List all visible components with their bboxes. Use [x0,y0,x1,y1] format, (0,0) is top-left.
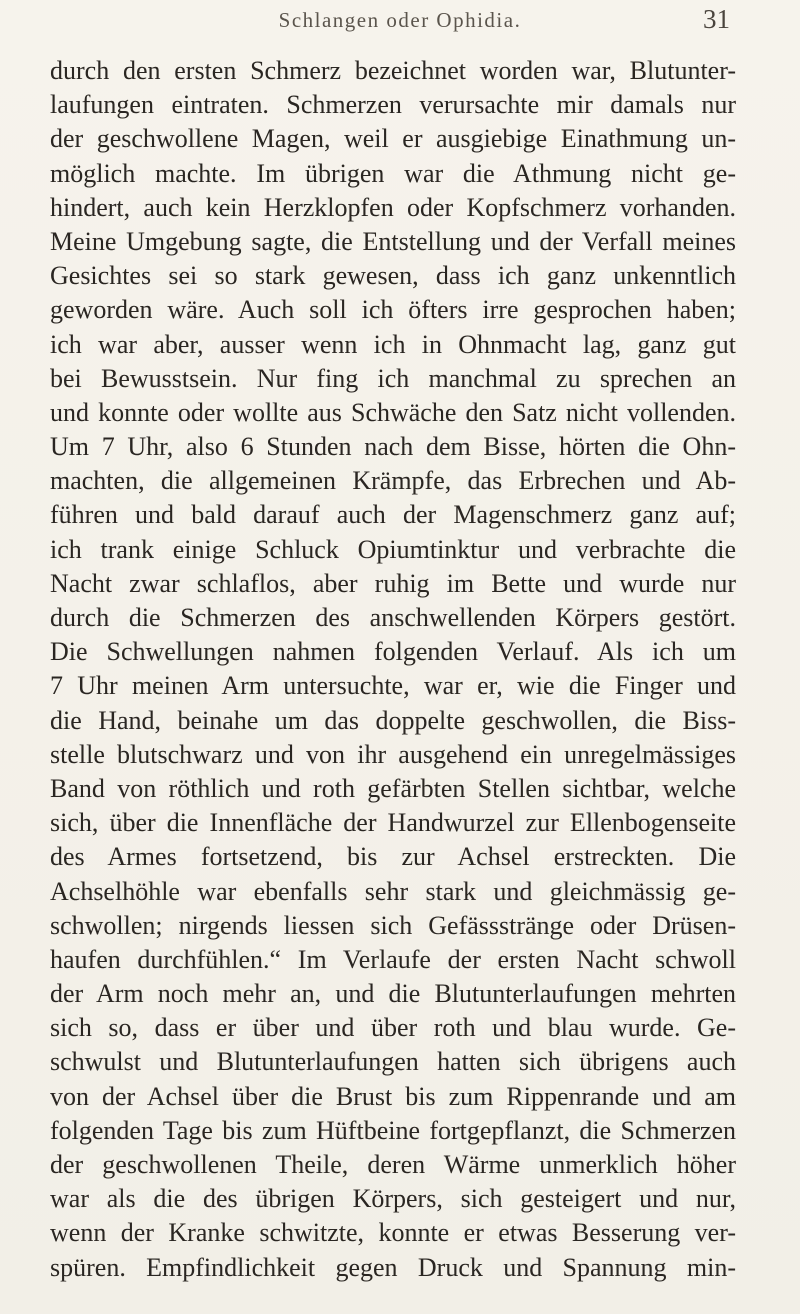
text-line: wenn der Kranke schwitzte, konnte er etwas Besserung ver- [50,1218,736,1248]
text-line: war als die des übrigen Körpers, sich gesteigert und nur, [50,1184,736,1214]
text-line: Die Schwellungen nahmen folgenden Verlauf. Als ich um [50,637,736,667]
text-line: Um 7 Uhr, also 6 Stunden nach dem Bisse, hörten die Ohn- [50,432,736,462]
text-line: Gesichtes sei so stark gewesen, dass ich ganz unkenntlich [50,261,736,291]
text-line: Band von röthlich und roth gefärbten Stellen sichtbar, welche [50,773,736,803]
text-line: ich trank einige Schluck Opiumtinktur und verbrachte die [50,534,736,564]
text-line: der Arm noch mehr an, und die Blutunterlaufungen mehrten [50,979,736,1009]
text-line: möglich machte. Im übrigen war die Athmung nicht ge- [50,158,736,188]
text-line: sich, über die Innenfläche der Handwurzel zur Ellenbogenseite [50,808,736,838]
text-line: sich so, dass er über und über roth und blau wurde. Ge- [50,1013,736,1043]
page-number: 31 [703,4,730,34]
text-line: spüren. Empfindlichkeit gegen Druck und Spannung min- [50,1252,736,1282]
text-line: von der Achsel über die Brust bis zum Rippenrande und am [50,1081,736,1111]
text-line: der geschwollenen Theile, deren Wärme unmerklich höher [50,1150,736,1179]
running-title: Schlangen oder Ophidia. [278,8,522,32]
text-line: und konnte oder wollte aus Schwäche den Satz nicht vollenden. [50,397,736,427]
text-line: schwulst und Blutunterlaufungen hatten sich übrigens auch [50,1047,736,1077]
text-line: folgenden Tage bis zum Hüftbeine fortgepflanzt, die Schmerzen [50,1115,736,1145]
text-line: führen und bald darauf auch der Magenschmerz ganz auf; [50,500,736,530]
text-line: ich war aber, ausser wenn ich in Ohnmacht lag, ganz gut [50,329,736,359]
text-line: die Hand, beinahe um das doppelte geschwollen, die Biss- [50,705,736,735]
running-head [0,4,800,44]
text-line: durch die Schmerzen des anschwellenden Körpers gestört. [50,603,736,632]
text-line: Achselhöhle war ebenfalls sehr stark und gleichmässig ge- [50,876,736,906]
text-line: 7 Uhr meinen Arm untersuchte, war er, wie die Finger und [50,671,736,701]
text-line: schwollen; nirgends liessen sich Gefässstränge oder Drüsen- [50,910,736,940]
text-line: laufungen eintraten. Schmerzen verursachte mir damals nur [50,90,736,120]
text-line: des Armes fortsetzend, bis zur Achsel erstreckten. Die [50,842,736,872]
text-line: stelle blutschwarz und von ihr ausgehend ein unregelmässiges [50,739,736,769]
text-line: haufen durchfühlen.“ Im Verlaufe der ersten Nacht schwoll [50,944,736,974]
text-line: Meine Umgebung sagte, die Entstellung und der Verfall meines [50,226,736,256]
body-text [50,54,736,1285]
text-line: machten, die allgemeinen Krämpfe, das Erbrechen und Ab- [50,466,736,496]
text-line: geworden wäre. Auch soll ich öfters irre gesprochen haben; [50,295,736,325]
text-line: bei Bewusstsein. Nur fing ich manchmal zu sprechen an [50,363,736,393]
text-line: der geschwollene Magen, weil er ausgiebige Einathmung un- [50,124,736,154]
text-line: durch den ersten Schmerz bezeichnet worden war, Blutunter- [50,56,736,85]
text-line: hindert, auch kein Herzklopfen oder Kopfschmerz vorhanden. [50,192,736,222]
text-line: Nacht zwar schlaflos, aber ruhig im Bette und wurde nur [50,568,736,598]
